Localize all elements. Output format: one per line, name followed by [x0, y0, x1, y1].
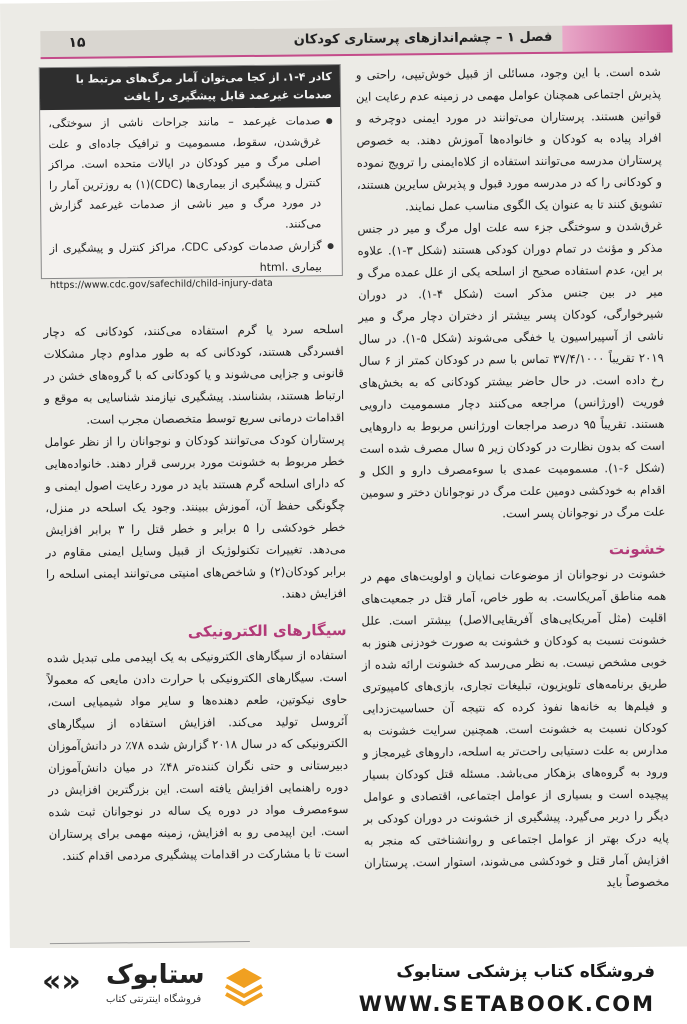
chapter-header: [40, 25, 672, 60]
logo-quote-mark: «»: [42, 964, 81, 999]
logo-wordmark: ستابوک: [106, 960, 205, 990]
paragraph: غرق‌شدن و سوختگی جزء سه علت اول مرگ و میر در جنس مذکر و مؤنث در تمام دوران کودکی هستند (شکل ۳-۱). علاوه بر این، عدم استفاده صحیح از اسلحه یکی از علل عمده مرگ و میر در بین جنس مذکر است (شکل ۴-۱). در دوران شیرخوارگی، کودکان پسر بیشتر از دختران دچار مرگ و میر ناشی از آسپیراسیون یا خفگی می‌شوند (شکل ۵-۱). در سال ۲۰۱۹ تقریباً ۳۷/۴/۱۰۰۰ تماس با سم در کودکان کمتر از ۶ سال رخ داده است. در حال حاضر بیشتر کودکانی که به بخش‌های فوریت (اورژانس) مراجعه می‌کنند دچار مسمومیت دارویی هستند. تقریباً ۹۵ درصد مراجعات اورژانس مربوط به داروهایی است که بدون نظارت در کودکان زیر ۵ سال مصرف شده است (شکل ۶-۱). مسمومیت عمدی با سوءمصرف دارو و الکل و اقدام به خودکشی دومین علت مرگ در نوجوانان دختر و سومین علت مرگ در نوجوانان پسر است.: [357, 218, 666, 521]
box-body: [40, 107, 342, 280]
store-name: فروشگاه کتاب پزشکی ستابوک: [396, 962, 655, 982]
section-heading-ecigarettes: سیگارهای الکترونیکی: [187, 621, 347, 641]
right-column: [356, 61, 670, 896]
logo-tagline: فروشگاه اینترنتی کتاب: [106, 994, 202, 1005]
store-website-link[interactable]: WWW.SETABOOK.COM: [358, 992, 655, 1016]
store-footer: [0, 948, 687, 1024]
footnote-divider: [50, 941, 250, 944]
chapter-title: فصل ۱ – چشم‌اندازهای پرستاری کودکان: [293, 29, 553, 48]
box-url: https://www.cdc.gov/safechild/child-injury-data: [49, 277, 273, 292]
paragraph: پرستاران کودک می‌توانند کودکان و نوجوانان را از نظر عوامل خطر مربوط به خشونت مورد بررسی قرار دهند. خانواده‌هایی که دارای اسلحه گرم هستند باید در مورد رعایت اصول ایمنی و چگونگی حفظ آن، آموزش ببینند. وجود یک اسلحه در منزل، خطر خودکشی را ۵ برابر و خطر قتل را ۳ برابر افزایش می‌دهد. تغییرات تکنولوژیک از قبیل وسایل ایمنی مقاوم در برابر کودکان(۲) و شاخص‌های امنیتی می‌توانند ایمنی اسلحه را افزایش دهند.: [44, 432, 347, 601]
left-column: [43, 318, 349, 867]
paragraph: استفاده از سیگارهای الکترونیکی به یک اپیدمی ملی تبدیل شده است. سیگارهای الکترونیکی با حرارت دادن مایعی که معمولاً حاوی نیکوتین، طعم دهنده‌ها و سایر مواد شیمیایی است، آئروسل تولید می‌کند. افزایش استفاده از سیگارهای الکترونیکی که در سال ۲۰۱۸ گزارش شده ۷۸٪ در دانش‌آموزان دبیرستانی و حتی نگران کننده‌تر ۴۸٪ در میان دانش‌آموزان دوره راهنمایی افزایش یافته است. این بزرگترین افزایش در سوءمصرف مواد در دوره یک ساله در نوجوانان ثبت شده است. این اپیدمی رو به افزایش، زمینه مهمی برای پرستاران است تا با مشارکت در اقدامات پیشگیری مردمی اقدام کنند.: [46, 648, 350, 863]
page-number: ۱۵: [68, 34, 86, 51]
box-bullet-1: صدمات غیرعمد – مانند جراحات ناشی از سوختگی، غرق‌شدن، سقوط، مسمومیت و ترافیک جاده‌ای و علت اصلی مرگ و میر کودکان در ایالات متحده است. مراکز کنترل و پیشگیری از بیماری‌ها (CDC)(۱) به روزترین آمار را در مورد مرگ و میر ناشی از صدمات غیرعمد گزارش می‌کنند.: [48, 111, 333, 237]
box-title: کادر ۴-۱. از کجا می‌توان آمار مرگ‌های مرتبط با صدمات غیرعمد قابل پیشگیری را یافت: [40, 65, 340, 110]
paragraph: شده است. با این وجود، مسائلی از قبیل خوش‌تیپی، راحتی و پذیرش اجتماعی همچنان عوامل مهمی در زمینه عدم رعایت این قوانین هستند. پرستاران می‌توانند در مورد ایمنی دوچرخه و افراد پیاده به کودکان و خانواده‌ها آموزش دهند. به خصوص پرستاران مدرسه می‌توانند استفاده از کلاه‌ایمنی را ترویج نموده و کودکانی را که در مدرسه مورد قبول و پذیرش سایرین هستند، تشویق کنند تا به عنوان یک الگوی مناسب عمل نمایند.: [355, 64, 663, 214]
header-accent-bar: [562, 25, 672, 52]
box-4-1: [39, 64, 343, 292]
paragraph: اسلحه سرد یا گرم استفاده می‌کنند، کودکانی که دچار افسردگی هستند، کودکانی که به طور مداوم دچار مشکلات قانونی و جزایی می‌شوند و یا کودکانی که با گروه‌های خشن در ارتباط هستند، بشناسند. پیشگیری نیازمند شناسایی به موقع و اقدامات درمانی سریع توسط متخصصان مجرب است.: [43, 322, 345, 427]
section-heading-violence: خشونت: [608, 539, 666, 559]
paragraph: خشونت در نوجوانان از موضوعات نمایان و اولویت‌های مهم در همه مناطق آمریکاست. به طور خاص، آمار قتل در جمعیت‌های اقلیت (مثل آمریکایی‌های آفریقایی‌الاصل) بیشتر است. علل خشونت نسبت به کودکان و خشونت به صورت خودزنی هنوز به خوبی مشخص نیست. به نظر می‌رسد که خشونت ارائه شده از طریق برنامه‌های تلویزیون، تبلیغات تجاری، بازی‌های کامپیوتری و فیلم‌ها به خانه‌ها نفوذ کرده که نتیجه آن حساسیت‌زدایی کودکان نسبت به خشونت است. همچنین سرایت خشونت به مدارس به علت دستیابی راحت‌تر به اسلحه، داروهای غیرمجاز و ورود به گروه‌های بزهکار می‌باشد. مسئله قتل کودکان بسیار پیچیده است و بسیاری از عوامل اجتماعی، اقتصادی و عوامل دیگر را دربر می‌گیرد. پیشگیری از خشونت در دوران کودکی بر پایه درک بهتر از عوامل اجتماعی و روانشناختی که منجر به افزایش آمار قتل و خودکشی می‌شوند، استوار است. پرستاران مخصوصاً باید: [360, 566, 670, 890]
box-bullet-2: گزارش صدمات کودکی CDC، مراکز کنترل و پیشگیری از بیماری .html: [49, 236, 333, 280]
store-logo[interactable]: [36, 958, 276, 1016]
book-stack-icon: [222, 964, 266, 1008]
